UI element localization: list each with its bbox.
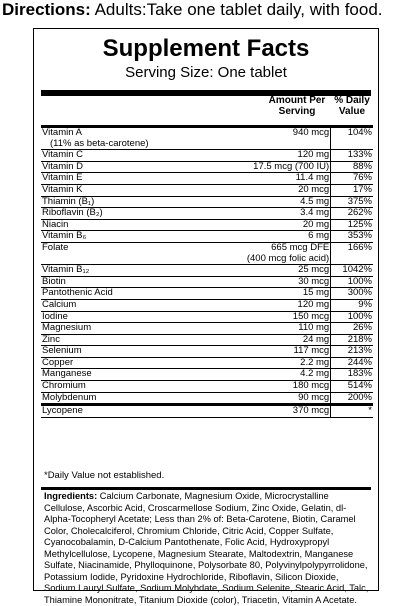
nutrient-name-cell <box>41 127 230 150</box>
nutrient-name-cell <box>41 334 230 346</box>
nutrient-amount: 665 mcg DFE <box>271 241 330 253</box>
nutrient-amount: 6 mg <box>308 230 330 242</box>
nutrient-name: Magnesium <box>42 322 92 334</box>
nutrient-name: Niacin <box>42 218 69 230</box>
nutrient-name: Folate <box>42 241 69 253</box>
nutrient-name: Lycopene <box>42 405 83 417</box>
nutrient-name-cell <box>41 242 230 264</box>
nutrient-daily-value: 100% <box>331 311 373 323</box>
nutrient-daily-value: 375% <box>331 196 373 208</box>
nutrient-amount: 2.2 mg <box>300 356 330 368</box>
table-row <box>41 381 373 393</box>
nutrient-daily-value: 183% <box>331 369 373 381</box>
panel-title: Supplement Facts <box>102 35 310 62</box>
nutrient-name: Molybdenum <box>42 391 97 403</box>
nutrient-amount: 150 mcg <box>292 310 330 322</box>
table-row <box>41 208 373 220</box>
nutrient-amount-cell <box>230 242 331 264</box>
nutrient-amount-cell <box>230 405 331 418</box>
supplement-facts-panel <box>33 28 379 605</box>
ingredients-text: Calcium Carbonate, Magnesium Oxide, Microcrystalline Cellulose, Ascorbic Acid, Croscarmellose Sodium, Zinc Oxide, Gelatin, dl-Alpha-Tocopheryl Acetate; Less than 2% of: Beta-Carotene, Biotin, Caramel Color, Cholecalciferol, Chromium Chloride, Citric Acid, Copper Sulfate, Cyanocobalamin, D-Calcium Pantothenate, Folic Acid, Hydroxypropyl Methylcellulose, Lycopene, Magnesium Stearate, Maltodextrin, Manganese Sulfate, Niacinamide, Phylloquinone, Polysorbate 80, Polyvinylpolypyrrolidone, Potassium Iodide, Pyridoxine Hydrochloride, Riboflavin, Silicon Dioxide, Sodium Lauryl Sulfate, Sodium Molybdate, Sodium Selenite, Stearic Acid, Talc, Thiamine Mononitrate, Titanium Dioxide (color), Triacetin, Vitamin A Acetate. <box>44 491 369 605</box>
table-row <box>41 242 373 264</box>
table-row <box>41 357 373 369</box>
nutrient-name: Vitamin B₁₂ <box>42 264 90 276</box>
nutrient-daily-value: 100% <box>331 276 373 288</box>
table-row <box>41 219 373 231</box>
nutrient-amount: 17.5 mcg (700 IU) <box>253 160 330 172</box>
table-row <box>41 369 373 381</box>
nutrient-name-cell <box>41 357 230 369</box>
nutrient-name: Vitamin D <box>42 160 84 172</box>
nutrient-daily-value: 125% <box>331 219 373 231</box>
nutrient-name-cell <box>41 184 230 196</box>
nutrient-amount: 4.2 mg <box>300 368 330 380</box>
nutrient-name-cell <box>41 231 230 243</box>
nutrient-amount-cell <box>230 127 331 150</box>
nutrient-name: Biotin <box>42 275 66 287</box>
nutrient-amount-cell <box>230 184 331 196</box>
table-row <box>41 405 373 418</box>
table-row <box>41 392 373 405</box>
nutrient-amount: 20 mg <box>302 218 330 230</box>
nutrient-name: Thiamin (B₁) <box>42 195 95 207</box>
nutrient-name: Riboflavin (B₂) <box>42 207 103 219</box>
table-row <box>41 311 373 323</box>
nutrient-amount-cell <box>230 346 331 358</box>
nutrient-amount-cell <box>230 381 331 393</box>
nutrient-amount-cell <box>230 150 331 162</box>
nutrient-amount: 25 mcg <box>298 264 330 276</box>
nutrient-name-cell <box>41 173 230 185</box>
nutrient-name-cell <box>41 208 230 220</box>
nutrient-name-cell <box>41 219 230 231</box>
nutrient-daily-value: 514% <box>331 381 373 393</box>
nutrient-name-cell <box>41 323 230 335</box>
nutrient-name: Calcium <box>42 298 77 310</box>
table-row <box>41 196 373 208</box>
nutrient-name: Copper <box>42 356 74 368</box>
nutrient-amount-cell <box>230 299 331 311</box>
directions-label: Directions: <box>2 0 91 19</box>
nutrient-table <box>41 125 373 418</box>
nutrient-name-cell <box>41 265 230 277</box>
table-row <box>41 299 373 311</box>
nutrient-amount-cell <box>230 276 331 288</box>
table-row <box>41 173 373 185</box>
nutrient-subnote: (11% as beta-carotene) <box>50 137 149 149</box>
nutrient-name: Selenium <box>42 345 82 357</box>
nutrient-daily-value: 76% <box>331 173 373 185</box>
nutrient-name: Vitamin B₆ <box>42 230 87 242</box>
ingredients <box>44 491 372 606</box>
nutrient-name: Manganese <box>42 368 92 380</box>
nutrient-name-cell <box>41 311 230 323</box>
nutrient-daily-value: 244% <box>331 357 373 369</box>
nutrient-name-cell <box>41 346 230 358</box>
nutrient-amount-cell <box>230 323 331 335</box>
header-daily-value: % Daily Value <box>334 95 370 117</box>
nutrient-name-cell <box>41 381 230 393</box>
nutrient-amount: 370 mcg <box>292 405 330 417</box>
nutrient-daily-value: 104% <box>331 127 373 150</box>
nutrient-name: Vitamin A <box>42 127 82 138</box>
footnote: *Daily Value not established. <box>44 470 165 481</box>
nutrient-amount: 110 mg <box>298 322 330 334</box>
nutrient-name: Vitamin C <box>42 149 84 161</box>
table-row <box>41 346 373 358</box>
table-row <box>41 323 373 335</box>
nutrient-name: Zinc <box>42 333 60 345</box>
nutrient-name-cell <box>41 299 230 311</box>
table-row <box>41 161 373 173</box>
nutrient-amount-cell <box>230 334 331 346</box>
nutrient-amount: 3.4 mg <box>300 207 330 219</box>
nutrient-name-cell <box>41 161 230 173</box>
nutrient-amount: 120 mg <box>297 298 330 310</box>
footnote-divider <box>41 487 371 490</box>
nutrient-daily-value: 262% <box>331 208 373 220</box>
nutrient-daily-value: 1042% <box>331 265 373 277</box>
table-row <box>41 184 373 196</box>
nutrient-amount: 20 mcg <box>298 183 330 195</box>
nutrient-amount-cell <box>230 288 331 300</box>
nutrient-name: Vitamin K <box>42 183 83 195</box>
nutrient-amount-cell <box>230 357 331 369</box>
table-row <box>41 150 373 162</box>
nutrient-daily-value: 26% <box>331 323 373 335</box>
nutrient-name-cell <box>41 196 230 208</box>
nutrient-name: Chromium <box>42 380 86 392</box>
table-row <box>41 265 373 277</box>
nutrient-name-cell <box>41 276 230 288</box>
nutrient-name-cell <box>41 288 230 300</box>
nutrient-daily-value: 200% <box>331 392 373 405</box>
table-row <box>41 334 373 346</box>
nutrient-daily-value: 133% <box>331 150 373 162</box>
nutrient-name-cell <box>41 150 230 162</box>
serving-size: Serving Size: One tablet <box>125 64 287 81</box>
nutrient-daily-value: 9% <box>331 299 373 311</box>
nutrient-amount-cell <box>230 208 331 220</box>
nutrient-daily-value: 166% <box>331 242 373 264</box>
table-row <box>41 276 373 288</box>
nutrient-amount-cell <box>230 196 331 208</box>
nutrient-amount: 940 mcg <box>292 127 330 138</box>
nutrient-daily-value: 213% <box>331 346 373 358</box>
nutrient-daily-value: 300% <box>331 288 373 300</box>
nutrient-daily-value: 17% <box>331 184 373 196</box>
nutrient-name: Vitamin E <box>42 172 83 184</box>
nutrient-amount: 15 mg <box>302 287 330 299</box>
nutrient-name-cell <box>41 369 230 381</box>
nutrient-amount: 4.5 mg <box>300 195 330 207</box>
table-row <box>41 127 373 150</box>
nutrient-amount: 120 mg <box>297 149 330 161</box>
nutrient-amount-cell <box>230 219 331 231</box>
nutrient-amount: 30 mcg <box>298 275 330 287</box>
table-row <box>41 288 373 300</box>
ingredients-label: Ingredients: <box>44 491 98 501</box>
nutrient-daily-value: 353% <box>331 231 373 243</box>
nutrient-amount-cell <box>230 311 331 323</box>
nutrient-daily-value: 218% <box>331 334 373 346</box>
nutrient-amount: 180 mcg <box>292 380 330 392</box>
nutrient-amount-cell <box>230 369 331 381</box>
directions-line <box>2 0 414 20</box>
nutrient-amount: 90 mcg <box>298 391 330 403</box>
nutrient-amount: 11.4 mg <box>295 172 330 184</box>
nutrient-amount-cell <box>230 231 331 243</box>
nutrient-daily-value: 88% <box>331 161 373 173</box>
table-row <box>41 231 373 243</box>
nutrient-name: Pantothenic Acid <box>42 287 113 299</box>
nutrient-name-cell <box>41 405 230 418</box>
nutrient-daily-value: * <box>331 405 373 418</box>
nutrient-amount-cell <box>230 265 331 277</box>
directions-text: Adults:Take one tablet daily, with food. <box>94 0 383 19</box>
header-amount-per-serving: Amount Per Serving <box>268 95 326 117</box>
nutrient-amount-cell <box>230 392 331 405</box>
nutrient-amount-cell <box>230 161 331 173</box>
nutrient-amount: 117 mcg <box>293 345 330 357</box>
nutrient-name-cell <box>41 392 230 405</box>
nutrient-name: Iodine <box>42 310 68 322</box>
nutrient-amount-cell <box>230 173 331 185</box>
nutrient-amount: 24 mg <box>302 333 330 345</box>
nutrient-amount-subnote: (400 mcg folic acid) <box>246 252 330 264</box>
